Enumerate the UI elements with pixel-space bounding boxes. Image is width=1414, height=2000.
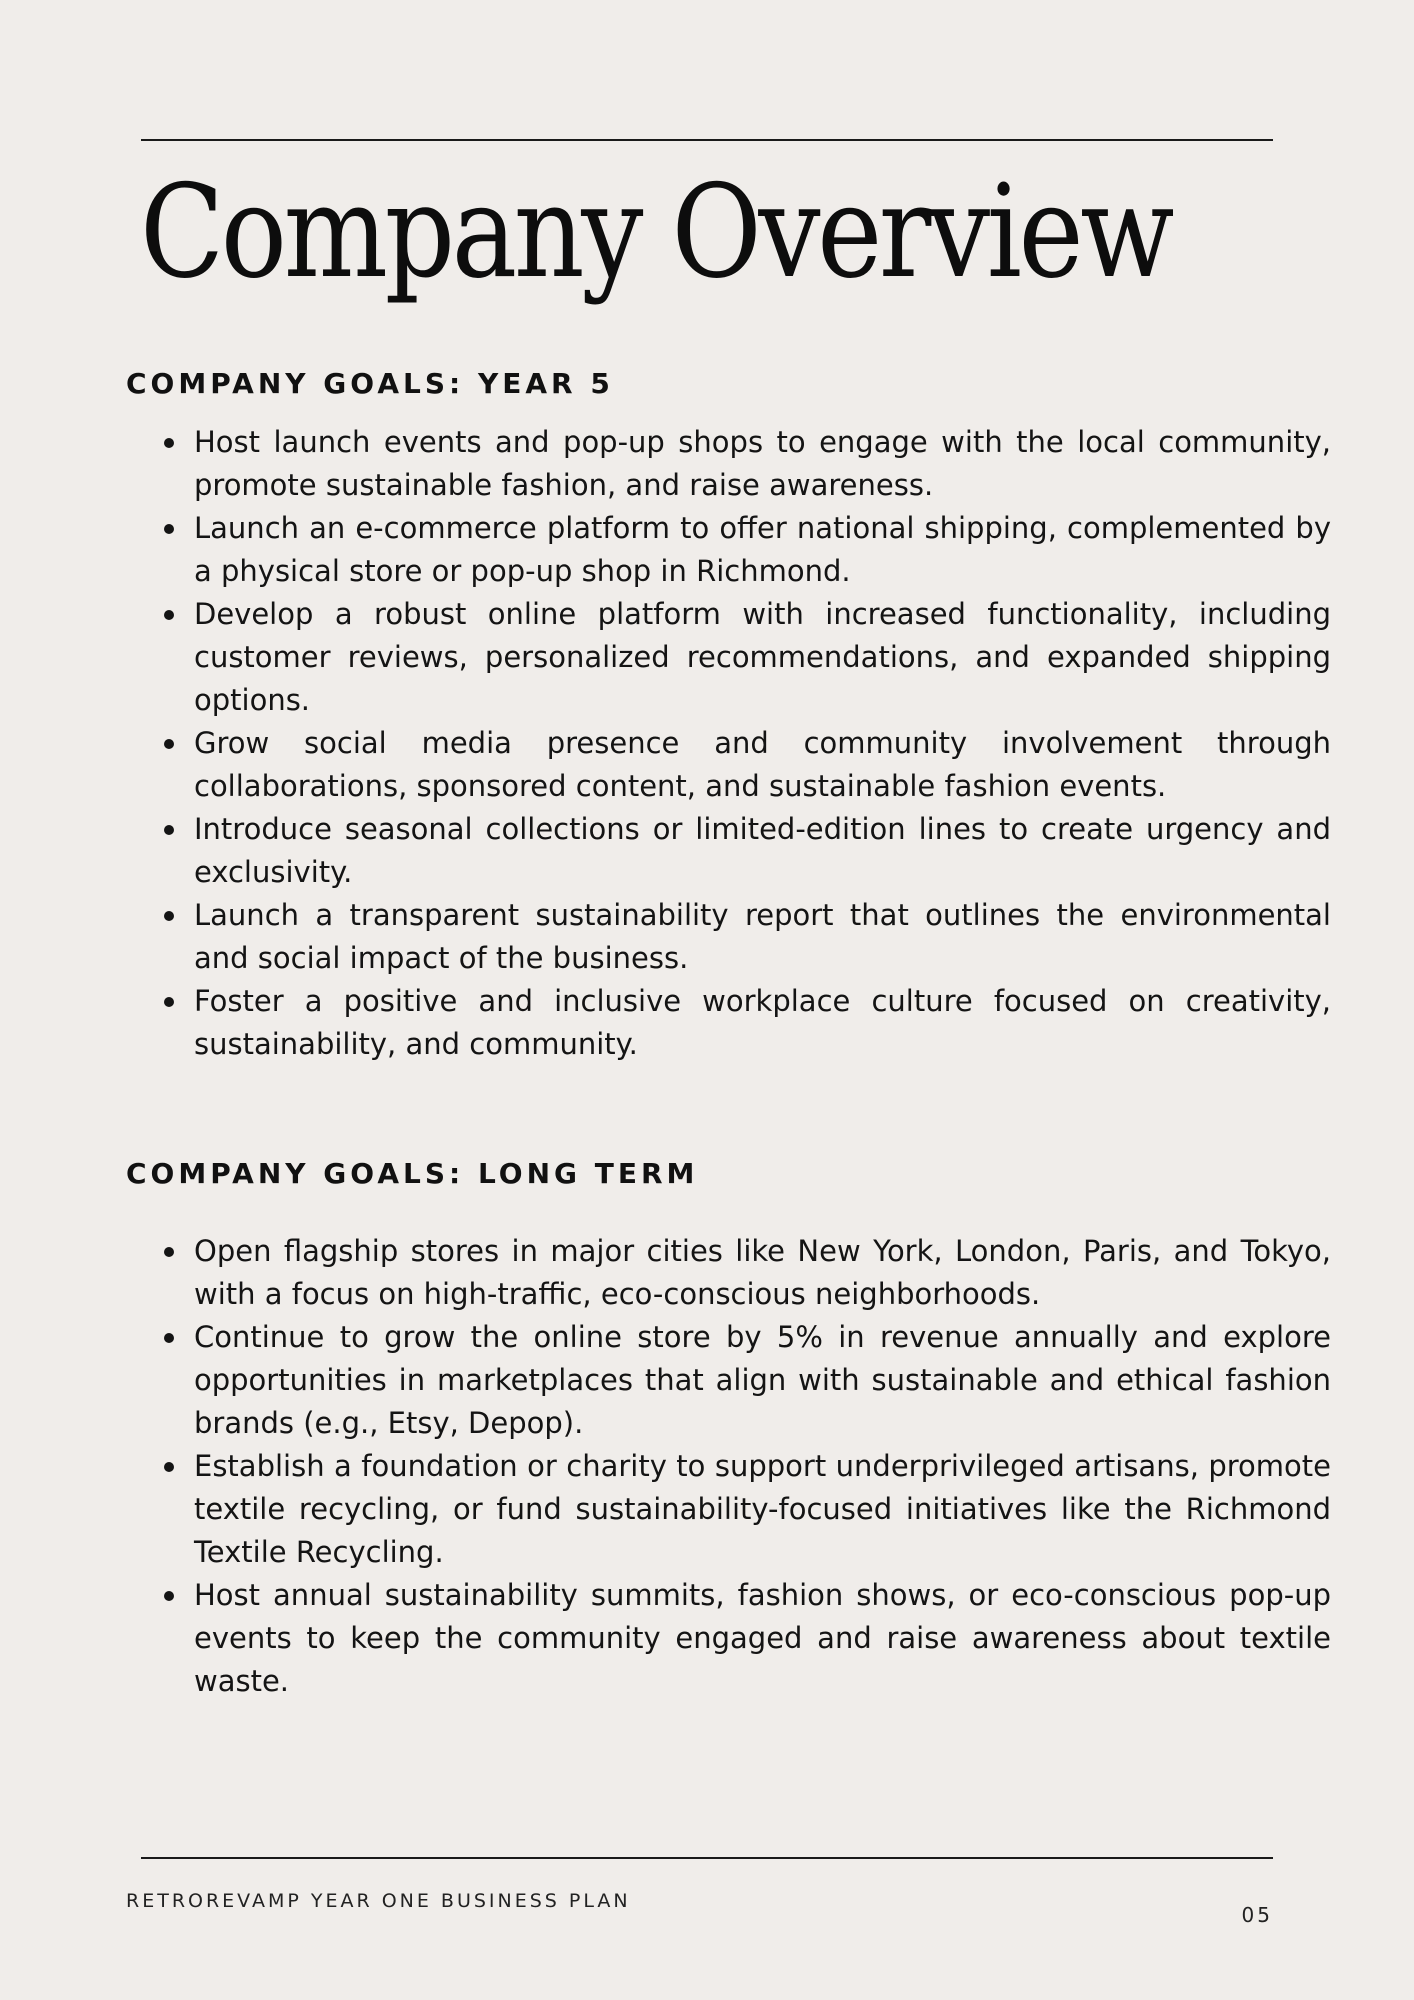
list-item	[194, 421, 1331, 507]
list-item	[194, 1230, 1331, 1316]
section-heading: COMPANY GOALS: YEAR 5	[126, 367, 614, 400]
bullet-icon	[164, 1333, 174, 1343]
page-number: 05	[1241, 1903, 1273, 1927]
bullet-icon	[164, 610, 174, 620]
section-goals-year-5	[126, 364, 1331, 1061]
bullet-icon	[164, 1591, 174, 1601]
page-title: Company Overview	[140, 158, 1171, 307]
footer-document-title: RETROREVAMP YEAR ONE BUSINESS PLAN	[126, 1890, 631, 1912]
bullet-icon	[164, 438, 174, 448]
list-item-text: Open flagship stores in major cities like New York, London, Paris, and Tokyo, with a focus on high-traffic, eco-conscious neighborhoods.	[194, 1234, 1331, 1311]
list-item-text: Establish a foundation or charity to support underprivileged artisans, promote textile recycling, or fund sustainability-focused initiatives like the Richmond Textile Recycling.	[194, 1449, 1331, 1569]
list-item-text: Host launch events and pop-up shops to engage with the local community, promote sustainable fashion, and raise awareness.	[194, 425, 1331, 502]
top-divider	[141, 139, 1273, 141]
bullet-icon	[164, 911, 174, 921]
list-item	[194, 1316, 1331, 1445]
list-item	[194, 593, 1331, 722]
list-item	[194, 507, 1331, 593]
list-item-text: Foster a positive and inclusive workplace culture focused on creativity, sustainability, and community.	[194, 984, 1331, 1061]
list-item-text: Host annual sustainability summits, fashion shows, or eco-conscious pop-up events to keep the community engaged and raise awareness about textile waste.	[194, 1578, 1331, 1698]
list-item-text: Introduce seasonal collections or limited-edition lines to create urgency and exclusivity.	[194, 812, 1331, 889]
bullet-icon	[164, 825, 174, 835]
bullet-icon	[164, 739, 174, 749]
list-item	[194, 894, 1331, 980]
list-item-text: Grow social media presence and community involvement through collaborations, sponsored content, and sustainable fashion events.	[194, 726, 1331, 803]
section-goals-long-term	[126, 1154, 1331, 1698]
list-item-text: Launch an e-commerce platform to offer national shipping, complemented by a physical store or pop-up shop in Richmond.	[194, 511, 1331, 588]
list-item-text: Develop a robust online platform with increased functionality, including customer reviews, personalized recommendations, and expanded shipping options.	[194, 597, 1331, 717]
goals-list	[194, 421, 1331, 1066]
bullet-icon	[164, 997, 174, 1007]
list-item	[194, 808, 1331, 894]
list-item	[194, 722, 1331, 808]
list-item	[194, 980, 1331, 1066]
bullet-icon	[164, 1247, 174, 1257]
list-item	[194, 1445, 1331, 1574]
bottom-divider	[141, 1857, 1273, 1859]
list-item-text: Launch a transparent sustainability report that outlines the environmental and social impact of the business.	[194, 898, 1331, 975]
bullet-icon	[164, 1462, 174, 1472]
goals-list	[194, 1230, 1331, 1703]
bullet-icon	[164, 524, 174, 534]
list-item	[194, 1574, 1331, 1703]
list-item-text: Continue to grow the online store by 5% in revenue annually and explore opportunities in marketplaces that align with sustainable and ethical fashion brands (e.g., Etsy, Depop).	[194, 1320, 1331, 1440]
section-heading: COMPANY GOALS: LONG TERM	[126, 1157, 699, 1190]
